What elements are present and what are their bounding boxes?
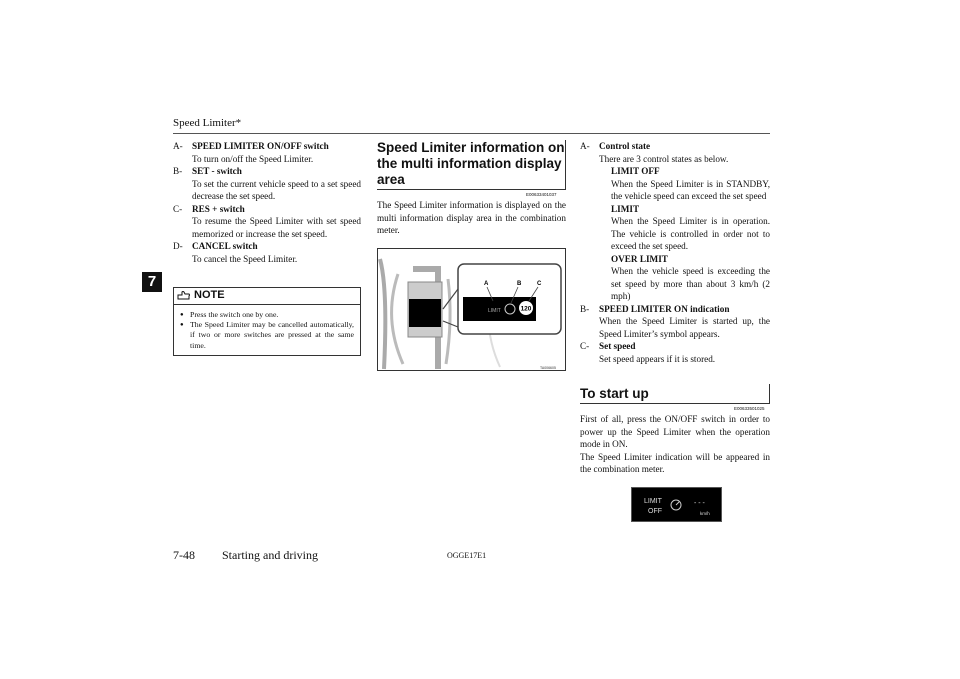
page-header-title: Speed Limiter* [173, 117, 242, 129]
section-heading: Speed Limiter information on the multi information display area [377, 140, 565, 187]
meter-figure [377, 248, 566, 371]
unit-label: km/h [700, 511, 710, 516]
paragraph: First of all, press the ON/OFF switch in order to power up the Speed Limiter when the operation mode in ON. [580, 414, 770, 449]
item-desc: There are 3 control states as below. [599, 153, 729, 164]
heading-rule [580, 403, 770, 404]
item-letter: D- [173, 241, 183, 251]
note-bullet [180, 320, 354, 351]
state-name: LIMIT [611, 203, 640, 214]
note-hand-icon [177, 290, 191, 301]
section-code: E00633501025 [734, 406, 765, 411]
item-letter: B- [173, 166, 183, 176]
note-text: The Speed Limiter may be cancelled automatically, if two or more switches are pressed at the same time. [190, 320, 354, 350]
speed-value: 120 [520, 305, 532, 313]
bullet-icon: ● [180, 312, 184, 318]
item-title: SET - switch [192, 166, 242, 176]
item-letter: C- [173, 203, 183, 214]
note-title: NOTE [194, 289, 225, 301]
item-title: Set speed [599, 341, 636, 351]
state-name: LIMIT OFF [611, 166, 660, 176]
heading-rule [377, 189, 566, 190]
footer-section: Starting and driving [222, 548, 318, 562]
meter-illustration [378, 249, 566, 371]
section-heading: To start up [580, 386, 649, 401]
heading-rule [769, 384, 770, 403]
item-letter: C- [580, 341, 590, 351]
state-desc: When the vehicle speed is exceeding the set speed by more than about 3 km/h (2 mph) [611, 266, 770, 301]
heading-rule [565, 140, 566, 189]
limit-off-illustration [632, 488, 721, 521]
item-title: SPEED LIMITER ON indication [599, 303, 730, 314]
item-letter: A- [580, 141, 590, 151]
callout-c: C [537, 281, 542, 287]
list-item [580, 140, 770, 303]
limit-off-display [631, 487, 722, 522]
note-bullet [180, 310, 354, 320]
item-desc: To cancel the Speed Limiter. [192, 253, 298, 264]
limit-label: LIMIT [644, 498, 662, 505]
switch-list [173, 140, 361, 265]
speed-dashes: - - - [694, 500, 705, 507]
note-text: Press the switch one by one. [190, 310, 279, 319]
note-header [174, 288, 360, 305]
header-rule [173, 133, 770, 134]
item-letter: A- [173, 141, 183, 151]
item-letter: B- [580, 303, 590, 314]
section-paragraph: The Speed Limiter information is displayed on the multi information display area in the combination meter. [377, 200, 566, 235]
paragraph: The Speed Limiter indication will be appeared in the combination meter. [580, 451, 770, 474]
footer-code: OGGE17E1 [447, 551, 487, 560]
note-box [173, 287, 361, 356]
item-desc: To set the current vehicle speed to a set speed decrease the set speed. [192, 178, 361, 201]
list-item [580, 340, 770, 365]
item-desc: To resume the Speed Limiter with set speed memorized or increase the set speed. [192, 216, 361, 239]
indicator-list [580, 140, 770, 365]
section-paragraphs [580, 413, 770, 476]
item-title: CANCEL switch [192, 241, 258, 251]
item-title: Control state [599, 141, 651, 151]
figure-code: TA006605 [540, 366, 556, 370]
list-item [173, 140, 361, 165]
limit-text: LIMIT [488, 308, 501, 314]
callout-b: B [517, 281, 522, 287]
chapter-tab: 7 [142, 272, 162, 292]
item-desc: When the Speed Limiter is started up, the Speed Limiter’s symbol appears. [599, 316, 770, 339]
list-item [173, 203, 361, 241]
page-number: 7-48 [173, 548, 195, 562]
callout-a: A [484, 281, 489, 287]
item-title: RES + switch [192, 203, 245, 214]
item-desc: Set speed appears if it is stored. [599, 353, 716, 364]
item-title: SPEED LIMITER ON/OFF switch [192, 141, 329, 151]
list-item [173, 240, 361, 265]
bullet-icon: ● [180, 322, 184, 329]
state-name: OVER LIMIT [611, 253, 668, 264]
list-item [173, 165, 361, 203]
list-item [580, 303, 770, 341]
off-label: OFF [648, 508, 662, 515]
state-desc: When the Speed Limiter is in STANDBY, the vehicle speed can exceed the set speed [611, 178, 770, 201]
section-code: E00633401037 [526, 192, 557, 197]
item-desc: To turn on/off the Speed Limiter. [192, 153, 314, 164]
state-desc: When the Speed Limiter is in operation. The vehicle is controlled in order not to exceed the set speed. [611, 216, 770, 251]
